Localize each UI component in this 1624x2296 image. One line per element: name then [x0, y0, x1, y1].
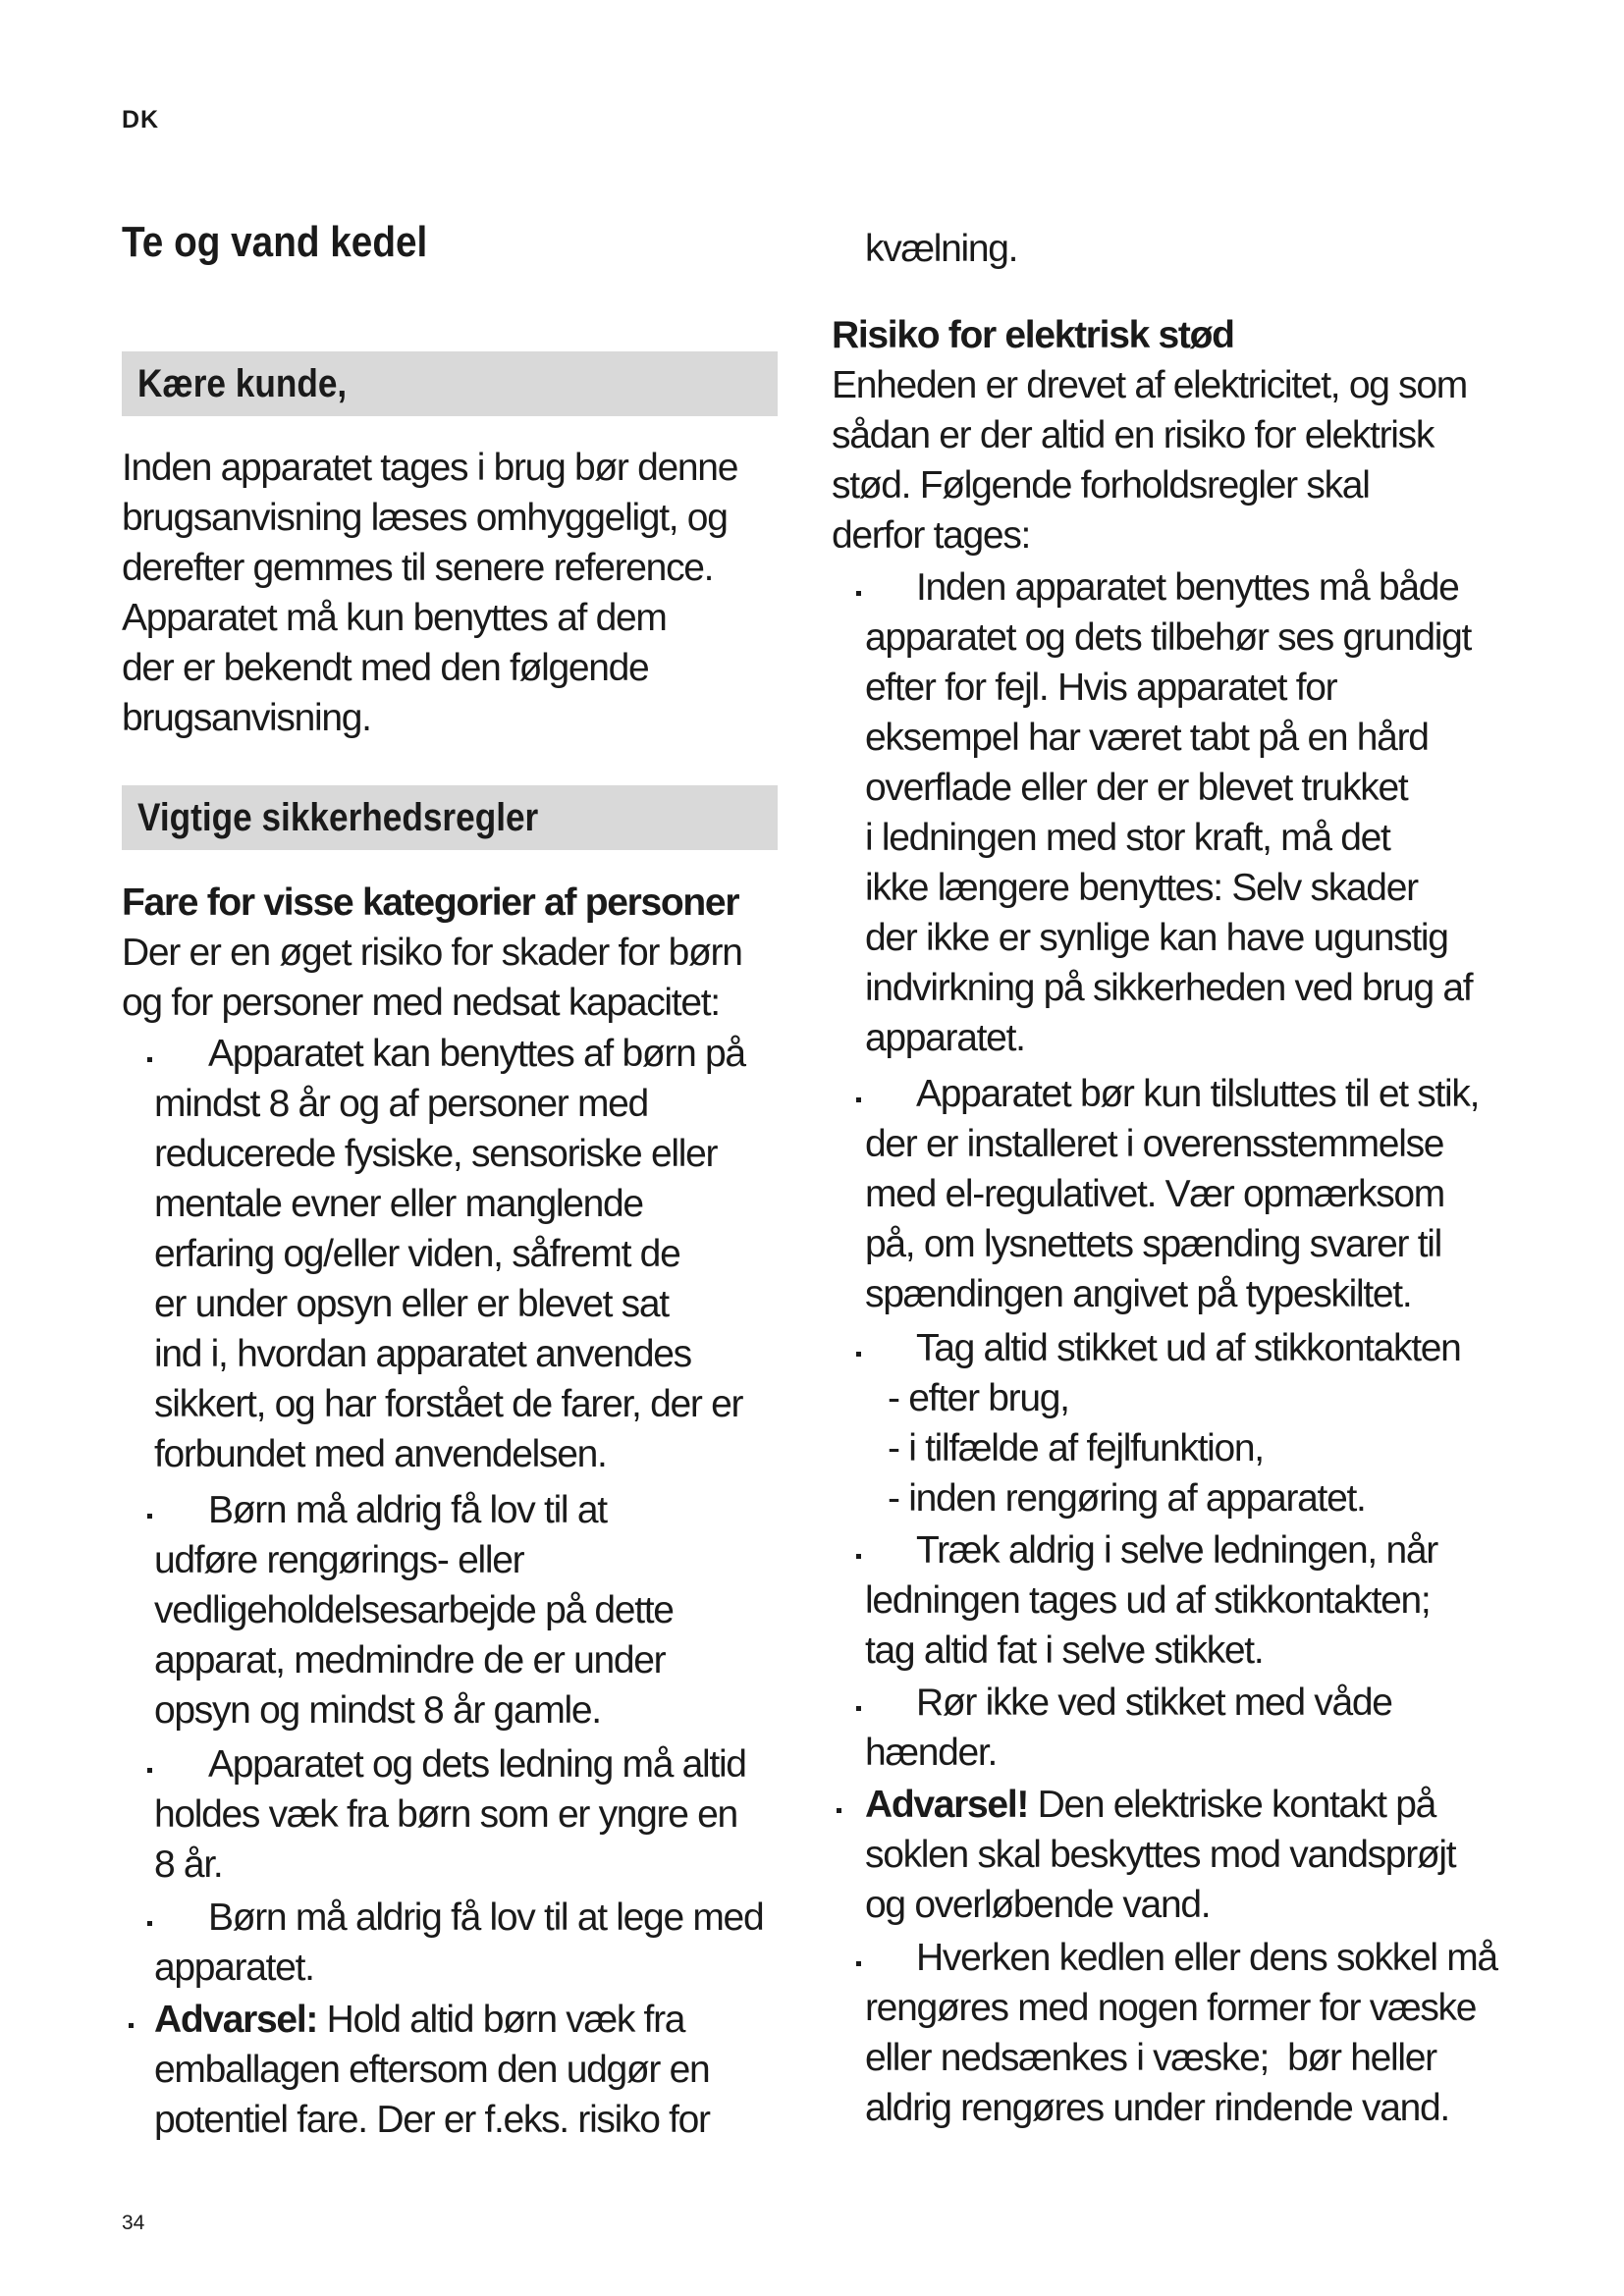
list-item-line: holdes væk fra børn som er yngre en: [154, 1793, 737, 1836]
warning-first-line: [154, 1995, 822, 2045]
risk-intro-line: og for personer med nedsat kapacitet:: [122, 982, 720, 1024]
warning-text: Hold altid børn væk fra: [317, 1999, 685, 2041]
warning-line: soklen skal beskyttes mod vandsprøjt: [865, 1834, 1456, 1876]
list-item-line: er under opsyn eller er blevet sat: [154, 1283, 669, 1325]
bullet-dot: [856, 591, 861, 596]
list-item-first-line: Apparatet og dets ledning må altid: [208, 1743, 746, 1786]
warning-first-line: [865, 1780, 1533, 1830]
warning-label: Advarsel!: [865, 1784, 1029, 1826]
list-item: [865, 1525, 1533, 1676]
list-item-first-line: Træk aldrig i selve ledningen, når: [916, 1529, 1437, 1572]
list-item-line: på, om lysnettets spænding svarer til: [865, 1223, 1442, 1265]
greeting-heading: Kære kunde,: [137, 362, 348, 405]
list-item-line: vedligeholdelsesarbejde på dette: [154, 1589, 674, 1631]
bullet-dot: [147, 1921, 152, 1926]
list-item: [865, 1069, 1533, 1319]
list-item-line: der er installeret i overensstemmelse: [865, 1123, 1444, 1165]
list-item-line: tag altid fat i selve stikket.: [865, 1629, 1264, 1672]
warning-line: og overløbende vand.: [865, 1884, 1211, 1926]
list-item-line: hænder.: [865, 1732, 998, 1774]
dash-line: - inden rengøring af apparatet.: [888, 1477, 1366, 1520]
bullet-dot: [147, 1768, 152, 1773]
list-item-first-line: Hverken kedlen eller dens sokkel må: [916, 1937, 1497, 1979]
list-item-line: ind i, hvordan apparatet anvendes: [154, 1333, 691, 1375]
list-item-line: mentale evner eller manglende: [154, 1183, 643, 1225]
risk-intro-line: Der er en øget risiko for skader for børn: [122, 932, 742, 974]
list-item-line: overflade eller der er blevet trukket: [865, 767, 1408, 809]
list-item: [154, 1739, 822, 1890]
document-title: Te og vand kedel: [122, 218, 428, 266]
list-item: [865, 1678, 1533, 1778]
shock-intro-line: derfor tages:: [832, 514, 1031, 557]
list-item-line: indvirkning på sikkerheden ved brug af: [865, 967, 1473, 1009]
bullet-dot: [147, 1057, 152, 1062]
warning-line: emballagen eftersom den udgør en: [154, 2049, 710, 2091]
list-item-line: aldrig rengøres under rindende vand.: [865, 2087, 1449, 2129]
shock-intro-line: Enheden er drevet af elektricitet, og som: [832, 364, 1467, 406]
intro-line: Apparatet må kun benyttes af dem: [122, 597, 667, 639]
risk-section: [122, 878, 809, 1028]
intro-line: brugsanvisning læses omhyggeligt, og: [122, 497, 728, 539]
list-item-first-line: Apparatet kan benyttes af børn på: [208, 1033, 745, 1075]
list-item-line: rengøres med nogen former for væske: [865, 1987, 1477, 2029]
list-item-line: apparatet.: [865, 1017, 1025, 1059]
list-item: [154, 1029, 822, 1479]
list-item-line: udføre rengørings- eller: [154, 1539, 524, 1581]
list-item-line: i ledningen med stor kraft, må det: [865, 817, 1390, 859]
risk-heading: Fare for visse kategorier af personer: [122, 881, 739, 924]
greeting-band: [122, 351, 778, 416]
warning-item: [154, 1995, 822, 2145]
bullet-dot: [837, 1808, 841, 1813]
list-item-line: erfaring og/eller viden, såfremt de: [154, 1233, 680, 1275]
list-item-line: ikke længere benyttes: Selv skader: [865, 867, 1418, 909]
list-item: [865, 1323, 1533, 1523]
shock-intro-line: sådan er der altid en risiko for elektrisk: [832, 414, 1435, 456]
list-item-line: apparatet og dets tilbehør ses grundigt: [865, 616, 1472, 659]
bullet-dot: [856, 1554, 861, 1559]
page-number: 34: [122, 2212, 145, 2234]
list-item-line: reducerede fysiske, sensoriske eller: [154, 1133, 718, 1175]
bullet-dot: [856, 1961, 861, 1966]
list-item-line: 8 år.: [154, 1843, 223, 1886]
list-item: [865, 1933, 1552, 2133]
shock-section: [832, 310, 1539, 561]
list-item-line: med el-regulativet. Vær opmærksom: [865, 1173, 1444, 1215]
list-item: [154, 1893, 822, 1993]
continuation-text: kvælning.: [865, 228, 1018, 270]
warning-line: potentiel fare. Der er f.eks. risiko for: [154, 2099, 710, 2141]
bullet-dot: [856, 1352, 861, 1357]
bullet-dot: [856, 1097, 861, 1102]
warning-item: [865, 1780, 1533, 1930]
list-item-first-line: Børn må aldrig få lov til at lege med: [208, 1896, 764, 1939]
list-item-line: opsyn og mindst 8 år gamle.: [154, 1689, 601, 1732]
dash-line: - i tilfælde af fejlfunktion,: [888, 1427, 1264, 1469]
warning-label: Advarsel:: [154, 1999, 318, 2041]
list-item-line: apparatet.: [154, 1947, 314, 1989]
intro-paragraph: [122, 443, 789, 743]
safety-band: [122, 785, 778, 850]
list-item: [154, 1485, 822, 1735]
warning-text: Den elektriske kontakt på: [1028, 1784, 1435, 1826]
list-item-first-line: Børn må aldrig få lov til at: [208, 1489, 607, 1531]
list-item-line: efter for fejl. Hvis apparatet for: [865, 667, 1337, 709]
list-item-line: eksempel har været tabt på en hård: [865, 717, 1429, 759]
list-item-first-line: Tag altid stikket ud af stikkontakten: [916, 1327, 1461, 1369]
intro-line: Inden apparatet tages i brug bør denne: [122, 447, 738, 489]
list-item-line: forbundet med anvendelsen.: [154, 1433, 607, 1475]
bullet-dot: [856, 1706, 861, 1711]
list-item-line: apparat, medmindre de er under: [154, 1639, 666, 1682]
bullet-dot: [129, 2023, 134, 2028]
intro-line: derefter gemmes til senere reference.: [122, 547, 714, 589]
language-code: DK: [122, 106, 160, 133]
list-item: [865, 562, 1533, 1063]
list-item-line: eller nedsænkes i væske; bør heller: [865, 2037, 1436, 2079]
shock-heading: Risiko for elektrisk stød: [832, 314, 1234, 356]
list-item-line: sikkert, og har forstået de farer, der er: [154, 1383, 743, 1425]
list-item-first-line: Inden apparatet benyttes må både: [916, 566, 1459, 609]
list-item-line: spændingen angivet på typeskiltet.: [865, 1273, 1412, 1315]
intro-line: brugsanvisning.: [122, 697, 371, 739]
intro-line: der er bekendt med den følgende: [122, 647, 649, 689]
list-item-line: mindst 8 år og af personer med: [154, 1083, 648, 1125]
dash-line: - efter brug,: [888, 1377, 1069, 1419]
list-item-first-line: Apparatet bør kun tilsluttes til et stik,: [916, 1073, 1480, 1115]
list-item-line: der ikke er synlige kan have ugunstig: [865, 917, 1448, 959]
safety-heading: Vigtige sikkerhedsregler: [137, 796, 539, 839]
list-item-line: ledningen tages ud af stikkontakten;: [865, 1579, 1431, 1622]
shock-intro-line: stød. Følgende forholdsregler skal: [832, 464, 1370, 507]
list-item-first-line: Rør ikke ved stikket med våde: [916, 1682, 1392, 1724]
bullet-dot: [147, 1514, 152, 1519]
